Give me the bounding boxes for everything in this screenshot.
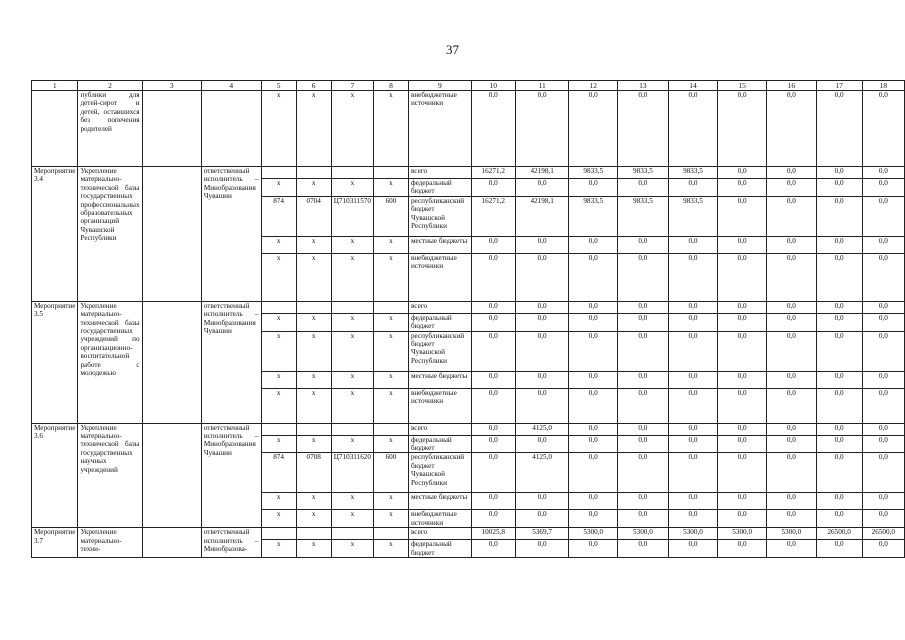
funding-source: республиканский бюджет Чувашской Республики (408, 196, 471, 236)
empty-cell (142, 167, 201, 302)
measure-name: публики для детей-сирот и детей, оставшихся без попечения родителей (78, 91, 142, 167)
budget-table (31, 80, 905, 558)
amount-cell: 0,0 (816, 388, 862, 423)
code-cell (296, 528, 331, 540)
amount-cell: 0,0 (618, 371, 669, 388)
amount-cell: 0,0 (569, 540, 618, 558)
code-cell: x (331, 510, 373, 528)
code-cell: x (374, 540, 409, 558)
amount-cell: 0,0 (767, 371, 817, 388)
amount-cell: 0,0 (569, 179, 618, 197)
code-cell: x (331, 388, 373, 423)
amount-cell: 0,0 (515, 331, 569, 371)
amount-cell: 0,0 (862, 331, 904, 371)
amount-cell: 0,0 (471, 371, 515, 388)
amount-cell: 0,0 (718, 196, 767, 236)
amount-cell: 0,0 (862, 167, 904, 179)
funding-source: федеральный бюджет (408, 435, 471, 453)
amount-cell: 42198,1 (515, 196, 569, 236)
amount-cell: 0,0 (816, 313, 862, 331)
amount-cell: 0,0 (862, 493, 904, 510)
amount-cell: 0,0 (569, 371, 618, 388)
amount-cell: 0,0 (816, 301, 862, 313)
column-number: 3 (142, 81, 201, 91)
amount-cell: 0,0 (515, 301, 569, 313)
code-cell: x (374, 91, 409, 167)
funding-source: внебюджетные источники (408, 510, 471, 528)
amount-cell: 0,0 (618, 435, 669, 453)
code-cell (374, 528, 409, 540)
column-number: 4 (201, 81, 261, 91)
amount-cell: 0,0 (718, 253, 767, 301)
amount-cell: 5300,0 (569, 528, 618, 540)
amount-cell: 9833,5 (569, 196, 618, 236)
funding-source: федеральный бюджет (408, 313, 471, 331)
funding-source: внебюджетные источники (408, 91, 471, 167)
table-row (32, 423, 905, 435)
amount-cell: 0,0 (471, 331, 515, 371)
amount-cell: 0,0 (471, 236, 515, 253)
code-cell: x (374, 179, 409, 197)
page-number: 37 (446, 42, 459, 57)
amount-cell: 0,0 (718, 493, 767, 510)
amount-cell: 0,0 (718, 435, 767, 453)
amount-cell: 0,0 (618, 388, 669, 423)
code-cell: x (261, 179, 296, 197)
code-cell: x (331, 493, 373, 510)
empty-cell (142, 301, 201, 423)
amount-cell: 0,0 (515, 493, 569, 510)
amount-cell: 0,0 (767, 236, 817, 253)
column-number: 15 (718, 81, 767, 91)
funding-source: местные бюджеты (408, 236, 471, 253)
amount-cell: 0,0 (569, 236, 618, 253)
amount-cell: 9833,5 (668, 196, 718, 236)
amount-cell: 0,0 (471, 435, 515, 453)
code-cell: x (261, 388, 296, 423)
amount-cell: 0,0 (767, 493, 817, 510)
amount-cell: 0,0 (515, 91, 569, 167)
amount-cell: 0,0 (816, 371, 862, 388)
code-cell: 874 (261, 453, 296, 493)
amount-cell: 0,0 (668, 371, 718, 388)
amount-cell: 0,0 (816, 435, 862, 453)
amount-cell: 0,0 (668, 510, 718, 528)
amount-cell: 0,0 (471, 540, 515, 558)
responsible-executor: ответственный исполнитель – Минобразования Чувашии (201, 301, 261, 423)
amount-cell: 0,0 (862, 453, 904, 493)
amount-cell: 5369,7 (515, 528, 569, 540)
code-cell: x (331, 253, 373, 301)
amount-cell: 0,0 (767, 540, 817, 558)
amount-cell: 0,0 (767, 331, 817, 371)
code-cell: x (374, 435, 409, 453)
amount-cell: 0,0 (767, 313, 817, 331)
amount-cell: 0,0 (668, 91, 718, 167)
amount-cell: 0,0 (718, 167, 767, 179)
amount-cell: 0,0 (618, 331, 669, 371)
code-cell: x (261, 435, 296, 453)
amount-cell: 0,0 (718, 540, 767, 558)
column-number: 16 (767, 81, 817, 91)
amount-cell: 0,0 (471, 388, 515, 423)
amount-cell: 0,0 (718, 331, 767, 371)
header-row (32, 81, 905, 91)
amount-cell: 0,0 (471, 423, 515, 435)
code-cell (374, 301, 409, 313)
measure-id: Мероприятие 3.4 (32, 167, 78, 302)
amount-cell: 0,0 (668, 435, 718, 453)
code-cell: x (374, 253, 409, 301)
code-cell: x (261, 331, 296, 371)
amount-cell: 0,0 (862, 91, 904, 167)
amount-cell: 0,0 (767, 453, 817, 493)
code-cell (331, 167, 373, 179)
amount-cell: 0,0 (569, 253, 618, 301)
code-cell: x (261, 313, 296, 331)
amount-cell: 10025,8 (471, 528, 515, 540)
amount-cell: 0,0 (862, 388, 904, 423)
amount-cell: 0,0 (515, 236, 569, 253)
code-cell: x (331, 331, 373, 371)
funding-source: внебюджетные источники (408, 253, 471, 301)
amount-cell: 16271,2 (471, 196, 515, 236)
code-cell: 874 (261, 196, 296, 236)
amount-cell: 0,0 (515, 435, 569, 453)
amount-cell: 0,0 (618, 453, 669, 493)
amount-cell: 0,0 (668, 331, 718, 371)
column-number: 2 (78, 81, 142, 91)
amount-cell: 0,0 (668, 313, 718, 331)
amount-cell: 0,0 (618, 91, 669, 167)
code-cell (296, 301, 331, 313)
amount-cell: 0,0 (862, 179, 904, 197)
code-cell (374, 167, 409, 179)
column-number: 18 (862, 81, 904, 91)
amount-cell: 0,0 (862, 253, 904, 301)
amount-cell: 5300,0 (618, 528, 669, 540)
amount-cell: 0,0 (718, 313, 767, 331)
column-number: 17 (816, 81, 862, 91)
code-cell (374, 423, 409, 435)
amount-cell: 0,0 (515, 253, 569, 301)
amount-cell: 5300,0 (668, 528, 718, 540)
amount-cell: 0,0 (816, 493, 862, 510)
amount-cell: 0,0 (668, 301, 718, 313)
code-cell: x (331, 179, 373, 197)
empty-cell (142, 528, 201, 558)
funding-source: всего (408, 167, 471, 179)
amount-cell: 0,0 (816, 331, 862, 371)
amount-cell: 0,0 (718, 371, 767, 388)
amount-cell: 0,0 (668, 253, 718, 301)
measure-name: Укрепление материально-технической базы государственных профессиональных образовательных организаций Чувашской Республики (78, 167, 142, 302)
funding-source: местные бюджеты (408, 371, 471, 388)
amount-cell: 42198,1 (515, 167, 569, 179)
amount-cell: 0,0 (767, 435, 817, 453)
code-cell: x (296, 388, 331, 423)
measure-id: Мероприятие 3.6 (32, 423, 78, 528)
amount-cell: 0,0 (767, 253, 817, 301)
column-number: 6 (296, 81, 331, 91)
amount-cell: 4125,0 (515, 453, 569, 493)
responsible-executor: ответственный исполнитель – Минобразования Чувашии (201, 167, 261, 302)
table-row (32, 528, 905, 540)
amount-cell: 0,0 (668, 453, 718, 493)
code-cell: x (296, 371, 331, 388)
table-row (32, 167, 905, 179)
amount-cell: 0,0 (767, 167, 817, 179)
code-cell: x (296, 91, 331, 167)
amount-cell: 0,0 (569, 301, 618, 313)
code-cell: x (374, 331, 409, 371)
code-cell: Ц710311570 (331, 196, 373, 236)
code-cell (261, 423, 296, 435)
code-cell (296, 423, 331, 435)
column-number: 10 (471, 81, 515, 91)
amount-cell: 0,0 (471, 179, 515, 197)
amount-cell: 9833,5 (618, 167, 669, 179)
amount-cell: 0,0 (618, 236, 669, 253)
amount-cell: 0,0 (862, 236, 904, 253)
amount-cell: 0,0 (862, 301, 904, 313)
measure-name: Укрепление материально-технической базы государственных учреждений по организационно-воспитательной работе с молодежью (78, 301, 142, 423)
amount-cell: 0,0 (569, 388, 618, 423)
amount-cell: 0,0 (569, 435, 618, 453)
amount-cell: 0,0 (471, 313, 515, 331)
column-number: 12 (569, 81, 618, 91)
amount-cell: 0,0 (862, 510, 904, 528)
measure-id: Мероприятие 3.7 (32, 528, 78, 558)
amount-cell: 0,0 (668, 540, 718, 558)
measure-name: Укрепление материально-технической базы государственных научных учреждений (78, 423, 142, 528)
amount-cell: 0,0 (862, 423, 904, 435)
amount-cell: 0,0 (718, 91, 767, 167)
amount-cell: 26500,0 (862, 528, 904, 540)
amount-cell: 9833,5 (618, 196, 669, 236)
code-cell: x (374, 313, 409, 331)
code-cell: x (331, 236, 373, 253)
code-cell (331, 301, 373, 313)
measure-id (32, 91, 78, 167)
amount-cell: 0,0 (569, 313, 618, 331)
funding-source: всего (408, 423, 471, 435)
code-cell: x (374, 236, 409, 253)
code-cell: 0708 (296, 453, 331, 493)
amount-cell: 9833,5 (569, 167, 618, 179)
code-cell: x (296, 435, 331, 453)
code-cell (296, 167, 331, 179)
amount-cell: 0,0 (718, 453, 767, 493)
code-cell: x (261, 510, 296, 528)
amount-cell: 0,0 (816, 423, 862, 435)
column-number: 8 (374, 81, 409, 91)
amount-cell: 0,0 (816, 179, 862, 197)
amount-cell: 0,0 (569, 510, 618, 528)
measure-name: Укрепление материально-техни- (78, 528, 142, 558)
amount-cell: 0,0 (618, 423, 669, 435)
amount-cell: 0,0 (515, 510, 569, 528)
code-cell: x (331, 91, 373, 167)
code-cell: x (331, 313, 373, 331)
code-cell: x (331, 371, 373, 388)
code-cell: x (296, 179, 331, 197)
amount-cell: 0,0 (816, 453, 862, 493)
code-cell: x (296, 313, 331, 331)
amount-cell: 0,0 (569, 331, 618, 371)
code-cell: x (374, 388, 409, 423)
code-cell: Ц710311620 (331, 453, 373, 493)
amount-cell: 0,0 (471, 253, 515, 301)
responsible-executor: ответственный исполнитель – Минобразова- (201, 528, 261, 558)
amount-cell: 0,0 (515, 388, 569, 423)
code-cell: x (261, 91, 296, 167)
amount-cell: 0,0 (816, 253, 862, 301)
amount-cell: 0,0 (569, 493, 618, 510)
amount-cell: 0,0 (767, 179, 817, 197)
amount-cell: 0,0 (862, 435, 904, 453)
amount-cell: 0,0 (816, 510, 862, 528)
amount-cell: 0,0 (767, 510, 817, 528)
funding-source: федеральный бюджет (408, 540, 471, 558)
amount-cell: 0,0 (668, 388, 718, 423)
code-cell: x (296, 253, 331, 301)
amount-cell: 0,0 (816, 540, 862, 558)
funding-source: республиканский бюджет Чувашской Республики (408, 331, 471, 371)
amount-cell: 0,0 (767, 388, 817, 423)
amount-cell: 0,0 (515, 371, 569, 388)
code-cell: x (296, 331, 331, 371)
amount-cell: 0,0 (767, 196, 817, 236)
funding-source: республиканский бюджет Чувашской Республики (408, 453, 471, 493)
amount-cell: 0,0 (471, 91, 515, 167)
amount-cell: 0,0 (668, 493, 718, 510)
funding-source: местные бюджеты (408, 493, 471, 510)
funding-source: всего (408, 528, 471, 540)
code-cell (331, 528, 373, 540)
amount-cell: 0,0 (862, 196, 904, 236)
amount-cell: 0,0 (618, 301, 669, 313)
amount-cell: 0,0 (862, 540, 904, 558)
code-cell: x (261, 493, 296, 510)
code-cell (261, 301, 296, 313)
amount-cell: 0,0 (515, 313, 569, 331)
responsible-executor: ответственный исполнитель – Минобразования Чувашии (201, 423, 261, 528)
measure-id: Мероприятие 3.5 (32, 301, 78, 423)
amount-cell: 0,0 (569, 423, 618, 435)
amount-cell: 0,0 (718, 301, 767, 313)
table-row (32, 91, 905, 167)
amount-cell: 0,0 (668, 423, 718, 435)
amount-cell: 0,0 (618, 510, 669, 528)
amount-cell: 0,0 (816, 167, 862, 179)
code-cell: x (296, 510, 331, 528)
code-cell: x (261, 371, 296, 388)
amount-cell: 0,0 (816, 91, 862, 167)
column-number: 7 (331, 81, 373, 91)
amount-cell: 0,0 (515, 179, 569, 197)
amount-cell: 0,0 (862, 313, 904, 331)
column-number: 13 (618, 81, 669, 91)
code-cell (261, 167, 296, 179)
code-cell: 600 (374, 453, 409, 493)
amount-cell: 16271,2 (471, 167, 515, 179)
column-number: 11 (515, 81, 569, 91)
amount-cell: 0,0 (718, 423, 767, 435)
amount-cell: 0,0 (767, 423, 817, 435)
code-cell: x (331, 435, 373, 453)
funding-source: внебюджетные источники (408, 388, 471, 423)
code-cell (261, 528, 296, 540)
code-cell: x (374, 510, 409, 528)
code-cell: x (374, 371, 409, 388)
code-cell (331, 423, 373, 435)
code-cell: x (296, 540, 331, 558)
amount-cell: 0,0 (471, 301, 515, 313)
code-cell: x (261, 540, 296, 558)
amount-cell: 0,0 (618, 540, 669, 558)
amount-cell: 0,0 (515, 540, 569, 558)
amount-cell: 0,0 (718, 388, 767, 423)
amount-cell: 0,0 (618, 179, 669, 197)
empty-cell (142, 423, 201, 528)
code-cell: x (261, 236, 296, 253)
amount-cell: 0,0 (718, 236, 767, 253)
amount-cell: 0,0 (718, 510, 767, 528)
funding-source: всего (408, 301, 471, 313)
code-cell: x (261, 253, 296, 301)
column-number: 9 (408, 81, 471, 91)
amount-cell: 0,0 (668, 236, 718, 253)
amount-cell: 0,0 (618, 253, 669, 301)
amount-cell: 0,0 (569, 453, 618, 493)
code-cell: x (331, 540, 373, 558)
code-cell: 0704 (296, 196, 331, 236)
code-cell: x (296, 236, 331, 253)
amount-cell: 0,0 (618, 493, 669, 510)
amount-cell: 0,0 (569, 91, 618, 167)
code-cell: 600 (374, 196, 409, 236)
table-row (32, 301, 905, 313)
amount-cell: 4125,0 (515, 423, 569, 435)
amount-cell: 0,0 (816, 196, 862, 236)
amount-cell: 0,0 (471, 510, 515, 528)
amount-cell: 0,0 (767, 301, 817, 313)
amount-cell: 0,0 (668, 179, 718, 197)
empty-cell (142, 91, 201, 167)
amount-cell: 0,0 (471, 453, 515, 493)
amount-cell: 0,0 (618, 313, 669, 331)
amount-cell: 5300,0 (767, 528, 817, 540)
amount-cell: 0,0 (862, 371, 904, 388)
amount-cell: 0,0 (816, 236, 862, 253)
code-cell: x (296, 493, 331, 510)
amount-cell: 0,0 (718, 179, 767, 197)
column-number: 5 (261, 81, 296, 91)
amount-cell: 0,0 (767, 91, 817, 167)
code-cell: x (374, 493, 409, 510)
column-number: 14 (668, 81, 718, 91)
amount-cell: 5300,0 (718, 528, 767, 540)
responsible-executor (201, 91, 261, 167)
funding-source: федеральный бюджет (408, 179, 471, 197)
amount-cell: 0,0 (471, 493, 515, 510)
amount-cell: 26500,0 (816, 528, 862, 540)
amount-cell: 9833,5 (668, 167, 718, 179)
column-number: 1 (32, 81, 78, 91)
